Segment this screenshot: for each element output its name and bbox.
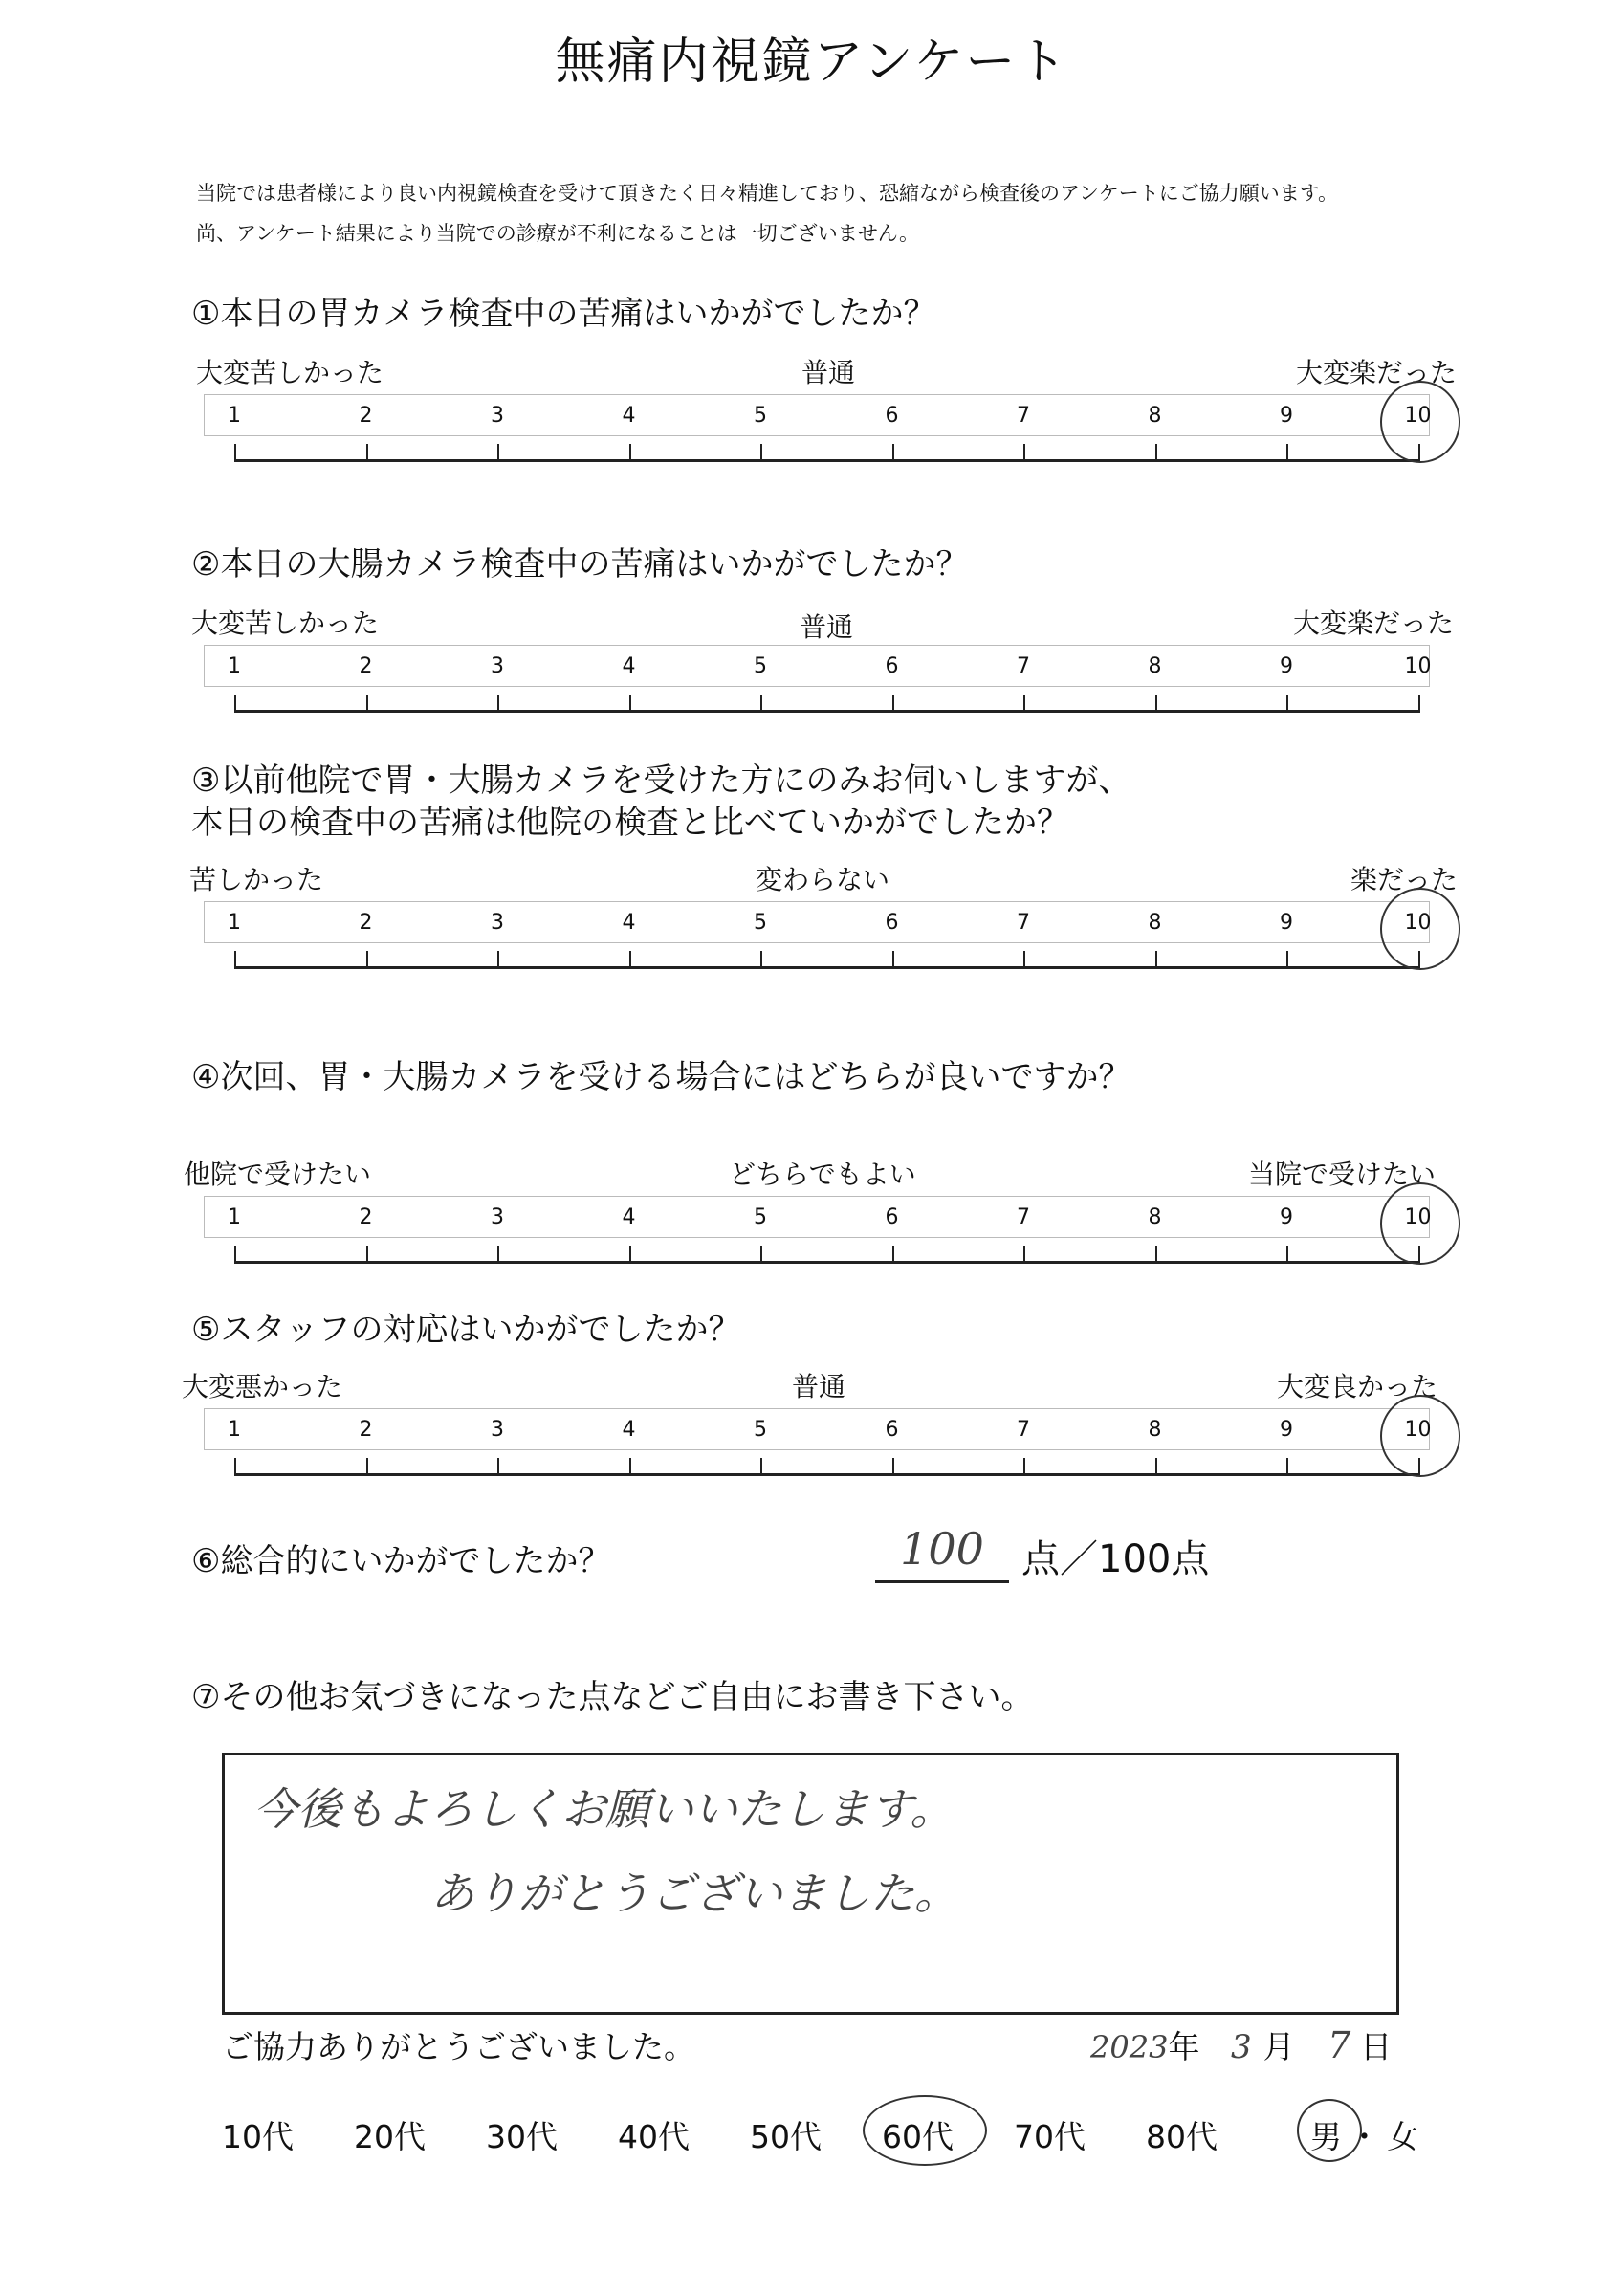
q2-scale-option-7[interactable]: 7 xyxy=(1017,654,1030,678)
date-year: 2023 xyxy=(1090,2029,1169,2065)
q3-mid-label: 変わらない xyxy=(756,864,890,895)
q4-selected-circle xyxy=(1380,1182,1460,1265)
comment-line-2: ありがとうございました。 xyxy=(430,1867,958,1919)
q5-scale-option-7[interactable]: 7 xyxy=(1017,1418,1030,1442)
q1-scale-option-9[interactable]: 9 xyxy=(1280,404,1293,428)
q1-scale-option-6[interactable]: 6 xyxy=(885,404,899,428)
q5-scale-axis xyxy=(234,1473,1420,1476)
q5-scale-tick xyxy=(760,1458,762,1473)
comment-box[interactable] xyxy=(222,1753,1399,2015)
q3-scale-option-9[interactable]: 9 xyxy=(1280,911,1293,935)
age-option-60s[interactable]: 60代 xyxy=(882,2118,954,2155)
q1-left-label: 大変苦しかった xyxy=(196,357,384,388)
intro-line-1: 当院では患者様により良い内視鏡検査を受けて頂きたく日々精進しており、恐縮ながら検査後のアンケートにご協力願います。 xyxy=(196,182,1339,205)
question-5: ⑤スタッフの対応はいかがでしたか？ xyxy=(191,1311,741,1349)
q2-scale-option-10[interactable]: 10 xyxy=(1404,654,1432,678)
q4-right-label: 当院で受けたい xyxy=(1248,1159,1437,1190)
comment-line-1: 今後もよろしくお願いいたします。 xyxy=(253,1783,955,1835)
q5-scale-option-5[interactable]: 5 xyxy=(754,1418,767,1442)
q2-scale-tick xyxy=(234,695,236,710)
q5-mid-label: 普通 xyxy=(792,1371,846,1402)
q5-scale-tick xyxy=(1286,1458,1288,1473)
gender-separator: ・ xyxy=(1349,2118,1380,2155)
q3-scale-option-3[interactable]: 3 xyxy=(491,911,504,935)
date-day: 7 xyxy=(1328,2024,1351,2066)
question-3: ③以前他院で胃・大腸カメラを受けた方にのみお伺いしますが、 xyxy=(191,762,1131,800)
intro-line-2: 尚、アンケート結果により当院での診療が不利になることは一切ございません。 xyxy=(196,222,919,245)
date-month-label: 月 xyxy=(1262,2028,1295,2065)
q5-scale-tick xyxy=(629,1458,631,1473)
q1-scale-box xyxy=(204,394,1430,436)
q3-scale-tick xyxy=(497,951,499,966)
q5-scale-option-2[interactable]: 2 xyxy=(359,1418,373,1442)
q4-scale-tick xyxy=(1155,1246,1157,1261)
q3-scale-option-2[interactable]: 2 xyxy=(359,911,373,935)
age-option-30s[interactable]: 30代 xyxy=(486,2118,558,2155)
q3-scale-tick xyxy=(366,951,368,966)
q3-scale-option-4[interactable]: 4 xyxy=(622,911,636,935)
q3-scale-tick xyxy=(1286,951,1288,966)
q2-scale-tick xyxy=(1023,695,1025,710)
q5-scale-tick xyxy=(497,1458,499,1473)
q5-scale-box xyxy=(204,1408,1430,1450)
q3-scale[interactable] xyxy=(196,901,1430,1006)
thanks-text: ご協力ありがとうございました。 xyxy=(222,2028,695,2065)
q3-right-label: 楽だった xyxy=(1350,864,1459,895)
q3-scale-option-6[interactable]: 6 xyxy=(885,911,899,935)
q4-scale-tick xyxy=(892,1246,894,1261)
age-option-70s[interactable]: 70代 xyxy=(1014,2118,1086,2155)
q4-scale-option-1[interactable]: 1 xyxy=(228,1205,241,1229)
q2-scale-tick xyxy=(892,695,894,710)
q3-left-label: 苦しかった xyxy=(189,864,324,895)
q1-scale-option-1[interactable]: 1 xyxy=(228,404,241,428)
q4-scale-option-4[interactable]: 4 xyxy=(622,1205,636,1229)
q1-scale-tick xyxy=(892,444,894,459)
q1-scale-axis xyxy=(234,459,1420,462)
q2-scale-tick xyxy=(1418,695,1420,710)
q2-scale-option-9[interactable]: 9 xyxy=(1280,654,1293,678)
date xyxy=(1090,2022,1392,2067)
q3-scale-option-10[interactable]: 10 xyxy=(1404,911,1432,935)
q4-mid-label: どちらでもよい xyxy=(729,1159,916,1190)
q5-scale[interactable] xyxy=(196,1408,1430,1513)
q2-scale-option-8[interactable]: 8 xyxy=(1148,654,1162,678)
gender-selected-circle xyxy=(1297,2099,1362,2162)
score-value: 100 xyxy=(900,1523,984,1575)
q2-scale-tick xyxy=(1286,695,1288,710)
gender-female[interactable]: 女 xyxy=(1387,2118,1418,2155)
age-selected-circle xyxy=(863,2095,987,2166)
q4-scale-tick xyxy=(1023,1246,1025,1261)
q4-scale-tick xyxy=(760,1246,762,1261)
q4-scale[interactable] xyxy=(196,1196,1430,1301)
q3-scale-option-7[interactable]: 7 xyxy=(1017,911,1030,935)
score-field[interactable] xyxy=(875,1521,1009,1583)
q2-scale-tick xyxy=(1155,695,1157,710)
q4-scale-option-9[interactable]: 9 xyxy=(1280,1205,1293,1229)
age-option-20s[interactable]: 20代 xyxy=(354,2118,426,2155)
q5-scale-option-4[interactable]: 4 xyxy=(622,1418,636,1442)
score-suffix: 点／100点 xyxy=(1021,1537,1210,1581)
q4-scale-tick xyxy=(1286,1246,1288,1261)
q4-scale-tick xyxy=(366,1246,368,1261)
q3-scale-tick xyxy=(1023,951,1025,966)
q1-scale-tick xyxy=(366,444,368,459)
q4-left-label: 他院で受けたい xyxy=(184,1159,372,1190)
q5-scale-option-3[interactable]: 3 xyxy=(491,1418,504,1442)
q3-scale-tick xyxy=(234,951,236,966)
q1-scale-tick xyxy=(234,444,236,459)
q3-scale-tick xyxy=(1155,951,1157,966)
q1-selected-circle xyxy=(1380,381,1460,463)
q4-scale-box xyxy=(204,1196,1430,1238)
q2-scale-tick xyxy=(497,695,499,710)
q5-scale-option-6[interactable]: 6 xyxy=(885,1418,899,1442)
q1-scale-tick xyxy=(1286,444,1288,459)
q2-scale-tick xyxy=(629,695,631,710)
q3-selected-circle xyxy=(1380,888,1460,970)
q2-mid-label: 普通 xyxy=(800,611,854,643)
question-3-line-2: 本日の検査中の苦痛は他院の検査と比べていかがでしたか？ xyxy=(191,804,1069,842)
q1-scale-option-3[interactable]: 3 xyxy=(491,404,504,428)
q2-scale-option-6[interactable]: 6 xyxy=(885,654,899,678)
q1-scale-option-7[interactable]: 7 xyxy=(1017,404,1030,428)
q5-scale-tick xyxy=(1023,1458,1025,1473)
q2-scale-box xyxy=(204,645,1430,687)
q1-scale-tick xyxy=(629,444,631,459)
q4-scale-tick xyxy=(497,1246,499,1261)
q5-scale-option-9[interactable]: 9 xyxy=(1280,1418,1293,1442)
age-option-50s[interactable]: 50代 xyxy=(750,2118,822,2155)
q2-scale-option-1[interactable]: 1 xyxy=(228,654,241,678)
q2-scale-tick xyxy=(366,695,368,710)
q2-scale-option-4[interactable]: 4 xyxy=(622,654,636,678)
q4-scale-option-7[interactable]: 7 xyxy=(1017,1205,1030,1229)
q2-scale-tick xyxy=(760,695,762,710)
q5-selected-circle xyxy=(1380,1395,1460,1477)
q4-scale-axis xyxy=(234,1261,1420,1264)
q3-scale-tick xyxy=(892,951,894,966)
q3-scale-axis xyxy=(234,966,1420,969)
q2-scale-option-5[interactable]: 5 xyxy=(754,654,767,678)
q5-scale-option-8[interactable]: 8 xyxy=(1148,1418,1162,1442)
q1-scale-tick xyxy=(497,444,499,459)
q5-scale-tick xyxy=(366,1458,368,1473)
q4-scale-option-6[interactable]: 6 xyxy=(885,1205,899,1229)
q1-scale-tick xyxy=(1023,444,1025,459)
q5-left-label: 大変悪かった xyxy=(182,1371,343,1402)
q5-scale-tick xyxy=(1155,1458,1157,1473)
q3-scale-option-1[interactable]: 1 xyxy=(228,911,241,935)
question-7: ⑦その他お気づきになった点などご自由にお書き下さい。 xyxy=(191,1678,1034,1716)
question-1: ①本日の胃カメラ検査中の苦痛はいかがでしたか？ xyxy=(191,295,936,333)
q2-scale-option-3[interactable]: 3 xyxy=(491,654,504,678)
q2-right-label: 大変楽だった xyxy=(1293,607,1455,639)
q2-left-label: 大変苦しかった xyxy=(191,607,380,639)
q5-scale-option-10[interactable]: 10 xyxy=(1404,1418,1432,1442)
q2-scale-option-2[interactable]: 2 xyxy=(359,654,373,678)
q2-scale-axis xyxy=(234,710,1420,713)
page-title: 無痛内視鏡アンケート xyxy=(555,33,1069,91)
q3-scale-tick xyxy=(629,951,631,966)
gender-male[interactable]: 男 xyxy=(1310,2118,1342,2155)
q3-scale-box xyxy=(204,901,1430,943)
q1-scale-option-4[interactable]: 4 xyxy=(622,404,636,428)
question-2: ②本日の大腸カメラ検査中の苦痛はいかがでしたか？ xyxy=(191,545,969,584)
date-year-label: 年 xyxy=(1168,2028,1200,2065)
q1-scale-option-5[interactable]: 5 xyxy=(754,404,767,428)
q4-scale-option-10[interactable]: 10 xyxy=(1404,1205,1432,1229)
q3-scale-option-5[interactable]: 5 xyxy=(754,911,767,935)
q4-scale-option-8[interactable]: 8 xyxy=(1148,1205,1162,1229)
q4-scale-tick xyxy=(234,1246,236,1261)
question-4: ④次回、胃・大腸カメラを受ける場合にはどちらが良いですか？ xyxy=(191,1058,1131,1096)
date-month: 3 xyxy=(1230,2028,1252,2066)
q5-scale-tick xyxy=(234,1458,236,1473)
q5-right-label: 大変良かった xyxy=(1277,1371,1438,1402)
q4-scale-option-3[interactable]: 3 xyxy=(491,1205,504,1229)
q4-scale-tick xyxy=(629,1246,631,1261)
q1-scale[interactable] xyxy=(196,394,1430,499)
q1-scale-tick xyxy=(760,444,762,459)
q1-right-label: 大変楽だった xyxy=(1296,357,1458,388)
q1-scale-tick xyxy=(1155,444,1157,459)
q3-scale-tick xyxy=(760,951,762,966)
q1-scale-option-10[interactable]: 10 xyxy=(1404,404,1432,428)
q4-scale-option-5[interactable]: 5 xyxy=(754,1205,767,1229)
q5-scale-tick xyxy=(892,1458,894,1473)
age-option-80s[interactable]: 80代 xyxy=(1146,2118,1218,2155)
q1-scale-option-8[interactable]: 8 xyxy=(1148,404,1162,428)
q4-scale-option-2[interactable]: 2 xyxy=(359,1205,373,1229)
q1-mid-label: 普通 xyxy=(801,357,856,388)
q5-scale-option-1[interactable]: 1 xyxy=(228,1418,241,1442)
q3-scale-option-8[interactable]: 8 xyxy=(1148,911,1162,935)
age-option-10s[interactable]: 10代 xyxy=(222,2118,294,2155)
q1-scale-option-2[interactable]: 2 xyxy=(359,404,373,428)
q2-scale[interactable] xyxy=(196,645,1430,750)
age-option-40s[interactable]: 40代 xyxy=(618,2118,690,2155)
question-6: ⑥総合的にいかがでしたか？ xyxy=(191,1542,611,1580)
date-day-label: 日 xyxy=(1360,2028,1393,2065)
